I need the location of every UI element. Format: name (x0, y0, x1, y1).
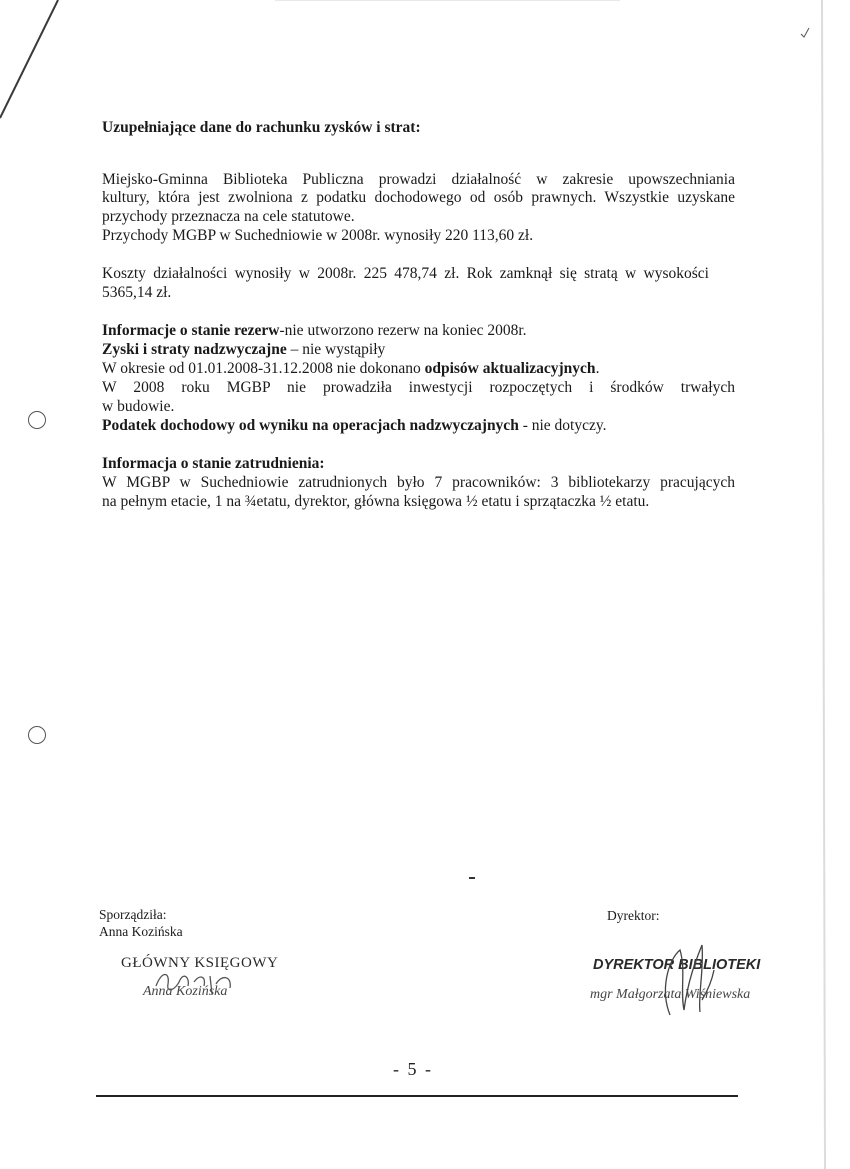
director-signature (650, 940, 720, 1020)
page-number: - 5 - (393, 1059, 433, 1079)
accountant-signature (150, 964, 250, 1004)
section-heading: Uzupełniające dane do rachunku zysków i strat: (102, 119, 421, 136)
binder-hole-bottom (28, 726, 46, 744)
writeoffs-end: . (595, 360, 600, 377)
reserves-value: -nie utworzono rezerw na koniec 2008r. (279, 322, 527, 339)
employment-heading: Informacja o stanie zatrudnienia: (102, 455, 325, 472)
employment-line: W MGBP w Suchedniowie zatrudnionych było 7 pracowników: 3 bibliotekarzy pracujących (102, 474, 735, 491)
director-label: Dyrektor: (607, 908, 660, 923)
writeoffs-line (102, 360, 599, 379)
extraordinary-value: – nie wystąpiły (286, 341, 386, 358)
reserves-line (102, 322, 527, 341)
tax-line (102, 417, 606, 436)
writeoffs-bold: odpisów aktualizacyjnych (424, 360, 596, 377)
prepared-by-name: Anna Kozińska (99, 924, 183, 939)
reserves-label: Informacje o stanie rezerw (102, 322, 280, 339)
check-mark-icon (801, 28, 809, 37)
investment-line: W 2008 roku MGBP nie prowadziła inwestycji rozpoczętych i środków trwałych (102, 379, 735, 396)
director-stamp-name: mgr Małgorzata Wiśniewska (590, 987, 751, 1002)
extraordinary-label: Zyski i straty nadzwyczajne (102, 341, 287, 358)
writeoffs-text: W okresie od 01.01.2008-31.12.2008 nie dokonano (102, 360, 425, 377)
paragraph-line: Miejsko-Gminna Biblioteka Publiczna prowadzi działalność w zakresie upowszechniania (102, 171, 735, 188)
paragraph-line: 5365,14 zł. (102, 284, 172, 301)
prepared-by-label: Sporządziła: (99, 907, 167, 922)
director-stamp-title: DYREKTOR BIBLIOTEKI (593, 957, 761, 973)
tax-value: - nie dotyczy. (518, 417, 607, 434)
scan-edge-line (0, 0, 58, 118)
binder-hole-top (28, 411, 46, 429)
investment-line: w budowie. (102, 398, 175, 415)
accountant-stamp-title: GŁÓWNY KSIĘGOWY (121, 955, 279, 971)
accountant-stamp-name: Anna Kozińska (143, 984, 228, 999)
extraordinary-line (102, 341, 385, 360)
paragraph-line: przychody przeznacza na cele statutowe. (102, 208, 355, 225)
scan-right-edge (822, 0, 825, 1169)
paragraph-line: kultury, która jest zwolniona z podatku dochodowego od osób prawnych. Wszystkie uzyskane (102, 189, 735, 206)
paragraph-line: Koszty działalności wynosiły w 2008r. 225 478,74 zł. Rok zamknął się stratą w wysokości (102, 265, 709, 282)
footer-rule (96, 1095, 738, 1097)
paragraph-line: Przychody MGBP w Suchedniowie w 2008r. wynosiły 220 113,60 zł. (102, 227, 534, 244)
tax-label: Podatek dochodowy od wyniku na operacjach nadzwyczajnych (102, 417, 519, 434)
employment-line: na pełnym etacie, 1 na ¾etatu, dyrektor, główna księgowa ½ etatu i sprzątaczka ½ etatu. (102, 493, 650, 510)
